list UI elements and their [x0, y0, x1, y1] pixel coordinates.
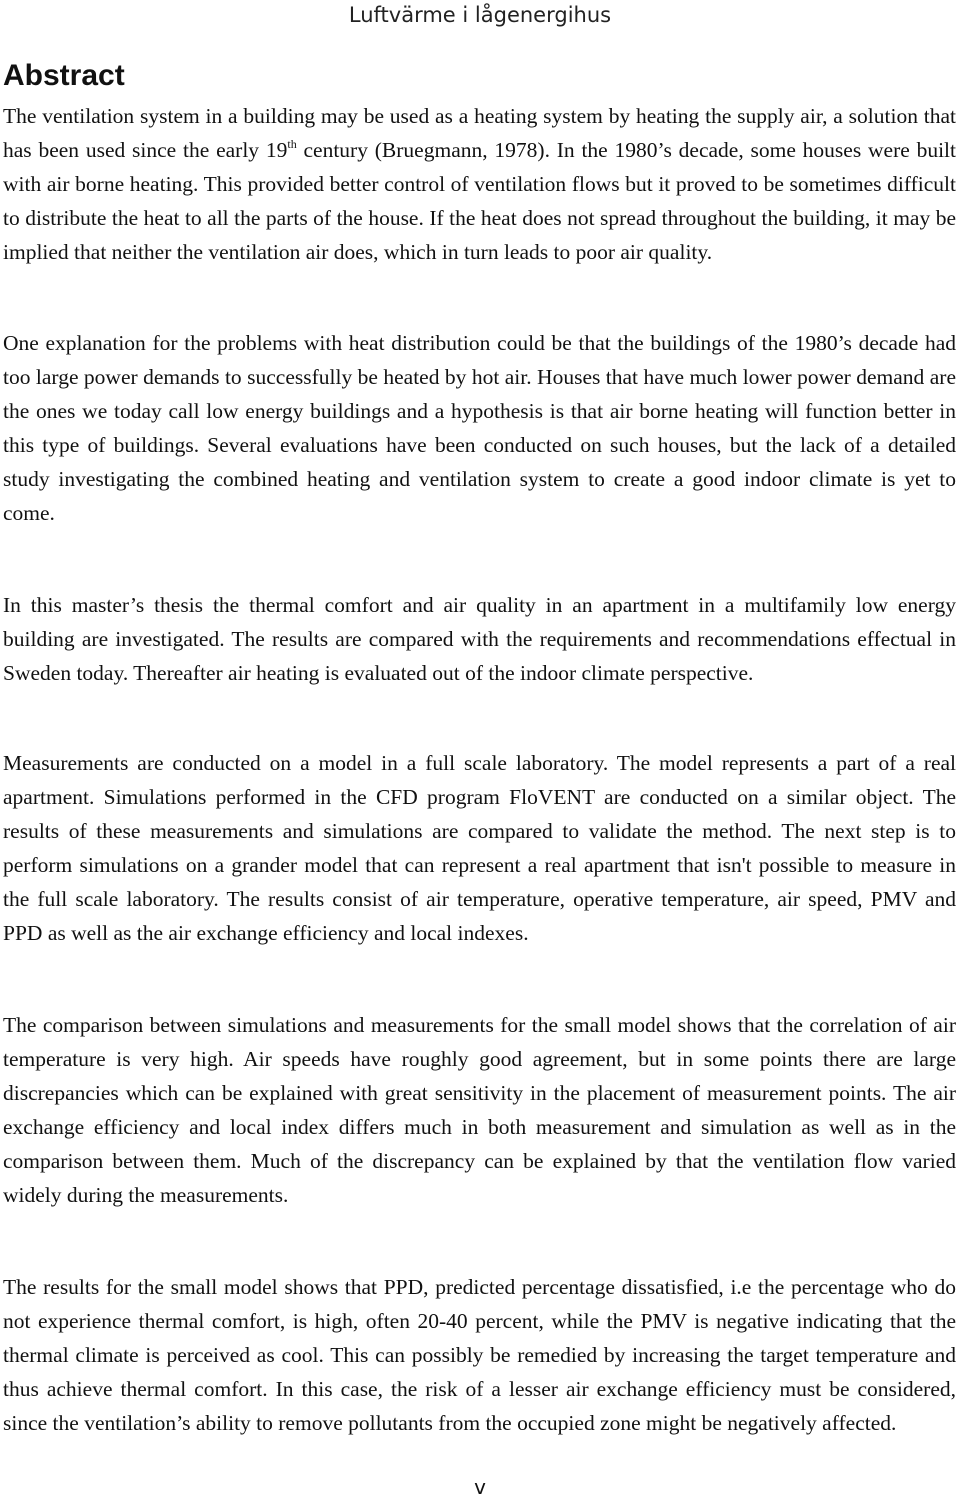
paragraph-6-text: The results for the small model shows that PPD, predicted percentage dissatisfied, i.e the percentage who do not experience thermal comfort, is high, often 20-40 percent, while the PMV is negative indicating that the thermal climate is perceived as cool. This can possibly be remedied by increasing the target temperature and thus achieve thermal comfort. In this case, the risk of a lesser air exchange efficiency must be considered, since the ventilation’s ability to remove pollutants from the occupied zone might be negatively affected. — [3, 1275, 956, 1435]
paragraph-6 — [3, 1270, 956, 1440]
paragraph-3-text: In this master’s thesis the thermal comfort and air quality in an apartment in a multifamily low energy building are investigated. The results are compared with the requirements and recommendations effectual in Sweden today. Thereafter air heating is evaluated out of the indoor climate perspective. — [3, 593, 956, 685]
paragraph-3 — [3, 588, 956, 690]
paragraph-4 — [3, 746, 956, 950]
section-heading: Abstract — [3, 59, 125, 92]
paragraph-1-text-b: century (Bruegmann, 1978). In the 1980’s decade, some houses were built with air borne heating. This provided better control of ventilation flows but it proved to be sometimes difficult to distribute the heat to all the parts of the house. If the heat does not spread throughout the building, it may be implied that neither the ventilation air does, which in turn leads to poor air quality. — [3, 138, 956, 264]
paragraph-2-text: One explanation for the problems with heat distribution could be that the buildings of the 1980’s decade had too large power demands to successfully be heated by hot air. Houses that have much lower power demand are the ones we today call low energy buildings and a hypothesis is that air borne heating will function better in this type of buildings. Several evaluations have been conducted on such houses, but the lack of a detailed study investigating the combined heating and ventilation system to create a good indoor climate is yet to come. — [3, 331, 956, 525]
paragraph-1 — [3, 99, 956, 269]
paragraph-4-text: Measurements are conducted on a model in a full scale laboratory. The model represents a part of a real apartment. Simulations performed in the CFD program FloVENT are conducted on a similar object. The results of these measurements and simulations are compared to validate the method. The next step is to perform simulations on a grander model that can represent a real apartment that isn't possible to measure in the full scale laboratory. The results consist of air temperature, operative temperature, air speed, PMV and PPD as well as the air exchange efficiency and local indexes. — [3, 751, 956, 945]
running-header: Luftvärme i lågenergihus — [348, 3, 612, 27]
page-number: v — [474, 1475, 486, 1499]
paragraph-1-text-a: The ventilation system in a building may be used as a heating system by heating the supply air, a solution that has been used since the early 19 — [3, 104, 956, 162]
ordinal-superscript: th — [287, 137, 297, 151]
paragraph-5-text: The comparison between simulations and measurements for the small model shows that the correlation of air temperature is very high. Air speeds have roughly good agreement, but in some points there are large discrepancies which can be explained with great sensitivity in the placement of measurement points. The air exchange efficiency and local index differs much in both measurement and simulation as well as in the comparison between them. Much of the discrepancy can be explained by that the ventilation flow varied widely during the measurements. — [3, 1013, 956, 1207]
paragraph-2 — [3, 326, 956, 530]
paragraph-5 — [3, 1008, 956, 1212]
